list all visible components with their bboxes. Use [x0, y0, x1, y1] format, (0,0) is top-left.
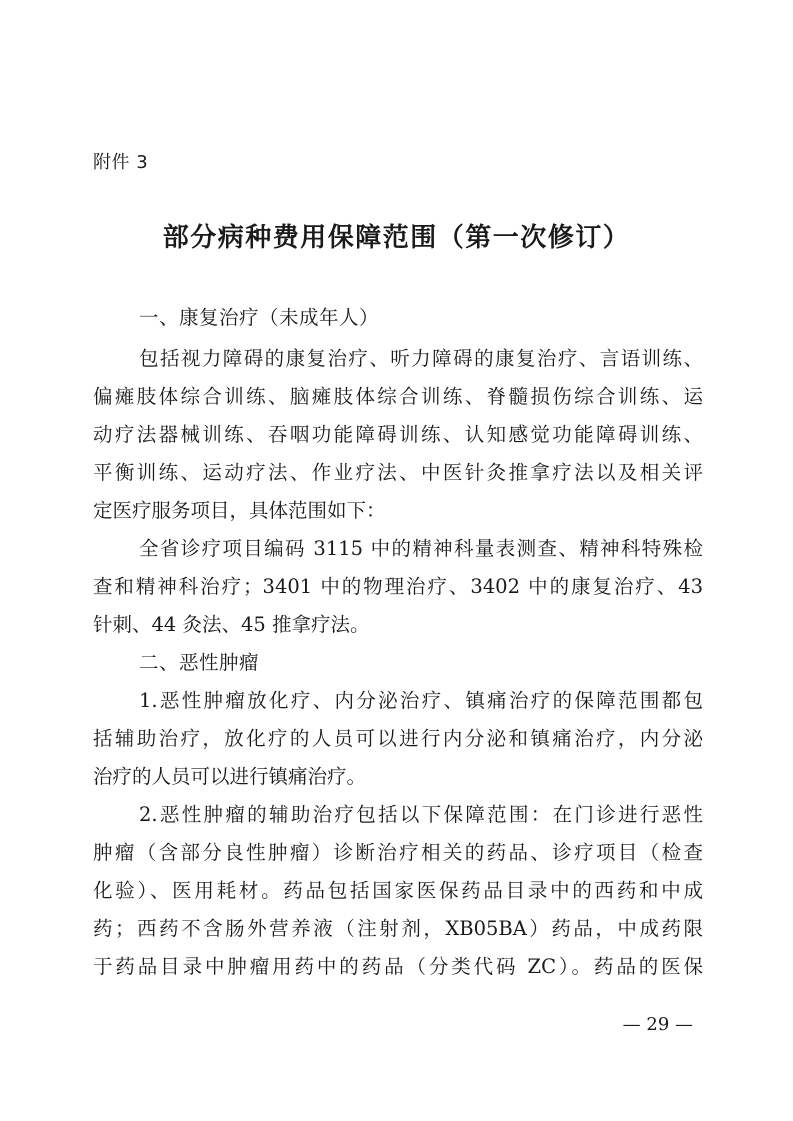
document-title: 部分病种费用保障范围（第一次修订）: [162, 223, 631, 253]
paragraph-line: 1.恶性肿瘤放化疗、内分泌治疗、镇痛治疗的保障范围都包: [139, 689, 703, 712]
paragraph-line: 查和精神科治疗；3401 中的物理治疗、3402 中的康复治疗、43: [93, 575, 703, 598]
paragraph-line: 全省诊疗项目编码 3115 中的精神科量表测查、精神科特殊检: [139, 537, 703, 560]
attachment-label: 附件 3: [93, 152, 149, 173]
paragraph-line: 治疗的人员可以进行镇痛治疗。: [93, 765, 367, 788]
paragraph-line: 2.恶性肿瘤的辅助治疗包括以下保障范围：在门诊进行恶性: [139, 803, 703, 826]
paragraph-line: 针刺、44 灸法、45 推拿疗法。: [93, 613, 370, 636]
paragraph-line: 化验）、医用耗材。药品包括国家医保药品目录中的西药和中成: [93, 879, 703, 902]
paragraph-line: 偏瘫肢体综合训练、脑瘫肢体综合训练、脊髓损伤综合训练、运: [93, 385, 703, 408]
paragraph-line: 肿瘤（含部分良性肿瘤）诊断治疗相关的药品、诊疗项目（检查: [93, 841, 703, 864]
paragraph-line: 药；西药不含肠外营养液（注射剂，XB05BA）药品，中成药限: [93, 917, 703, 940]
paragraph-line: 于药品目录中肿瘤用药中的药品（分类代码 ZC）。药品的医保: [93, 955, 703, 978]
paragraph-line: 括辅助治疗，放化疗的人员可以进行内分泌和镇痛治疗，内分泌: [93, 727, 703, 750]
section-heading-rehabilitation: 一、康复治疗（未成年人）: [139, 306, 380, 329]
paragraph-line: 平衡训练、运动疗法、作业疗法、中医针灸推拿疗法以及相关评: [93, 461, 703, 484]
paragraph-line: 包括视力障碍的康复治疗、听力障碍的康复治疗、言语训练、: [139, 347, 703, 370]
page-number: — 29 —: [622, 1014, 693, 1035]
paragraph-line: 动疗法器械训练、吞咽功能障碍训练、认知感觉功能障碍训练、: [93, 423, 703, 446]
section-heading-malignant-tumor: 二、恶性肿瘤: [139, 651, 260, 674]
paragraph-line: 定医疗服务项目，具体范围如下：: [93, 499, 386, 522]
